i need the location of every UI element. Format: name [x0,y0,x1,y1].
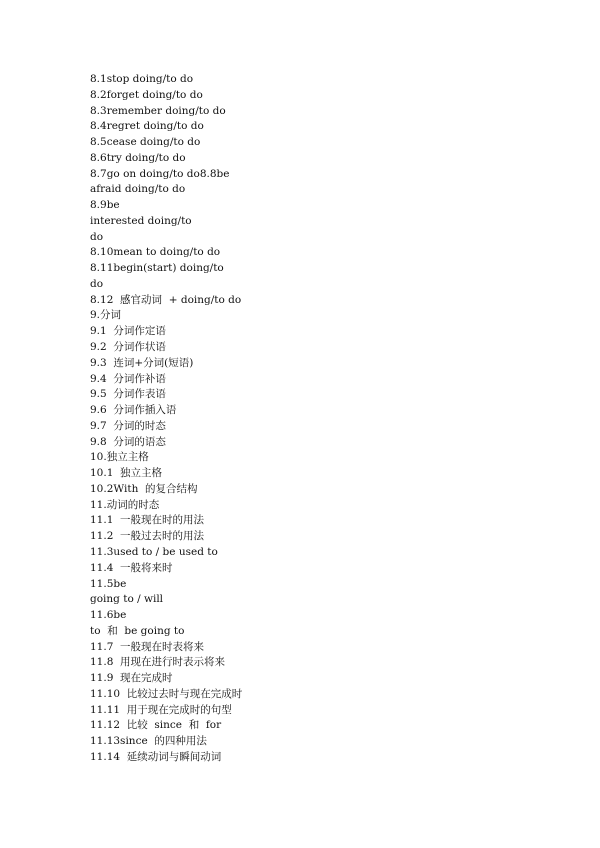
toc-line: 11.动词的时态 [90,498,160,511]
toc-list [90,72,490,766]
toc-line: 9.1 分词作定语 [90,325,166,338]
toc-line: do [90,230,104,243]
toc-line: 9.分词 [90,309,122,322]
toc-line: 11.1 一般现在时的用法 [90,514,205,527]
toc-line: 11.4 一般将来时 [90,561,173,574]
toc-line: 11.10 比较过去时与现在完成时 [90,687,243,700]
toc-line: 8.2forget doing/to do [90,88,203,101]
toc-line: 11.6be [90,609,127,622]
toc-line: 8.3remember doing/to do [90,104,226,117]
toc-line: 8.12 感官动词 + doing/to do [90,293,242,306]
toc-line: 9.3 连词+分词(短语) [90,356,194,369]
toc-line: interested doing/to [90,214,192,227]
toc-line: 11.12 比较 since 和 for [90,719,222,732]
toc-line: 8.7go on doing/to do8.8be [90,167,230,180]
toc-line: 11.7 一般现在时表将来 [90,640,205,653]
toc-line: 8.11begin(start) doing/to [90,262,224,275]
toc-line: 8.5cease doing/to do [90,136,201,149]
toc-line: 9.6 分词作插入语 [90,404,177,417]
toc-line: do [90,277,104,290]
toc-line: 8.1stop doing/to do [90,73,194,85]
toc-line: going to / will [90,593,164,606]
toc-line: 11.14 延续动词与瞬间动词 [90,750,222,763]
toc-line: afraid doing/to do [90,183,186,196]
toc-line: 8.10mean to doing/to do [90,246,221,259]
toc-line: 9.8 分词的语态 [90,435,166,448]
toc-line: 9.5 分词作表语 [90,388,166,401]
toc-line: 9.7 分词的时态 [90,419,166,432]
toc-line: 8.4regret doing/to do [90,120,204,133]
toc-line: 11.11 用于现在完成时的句型 [90,703,232,716]
toc-line: to 和 be going to [90,624,185,637]
toc-line: 11.8 用现在进行时表示将来 [90,656,226,669]
toc-line: 10.1 独立主格 [90,467,163,480]
toc-line: 10.独立主格 [90,451,149,464]
toc-line: 9.2 分词作状语 [90,341,166,354]
toc-line: 11.9 现在完成时 [90,672,173,685]
toc-line: 11.13since 的四种用法 [90,735,207,748]
toc-line: 11.5be [90,577,127,590]
toc-line: 9.4 分词作补语 [90,372,166,385]
toc-line: 11.3used to / be used to [90,545,218,558]
toc-line: 8.6try doing/to do [90,151,186,164]
toc-line: 11.2 一般过去时的用法 [90,530,205,543]
toc-line: 10.2With 的复合结构 [90,482,198,495]
toc-line: 8.9be [90,199,120,212]
